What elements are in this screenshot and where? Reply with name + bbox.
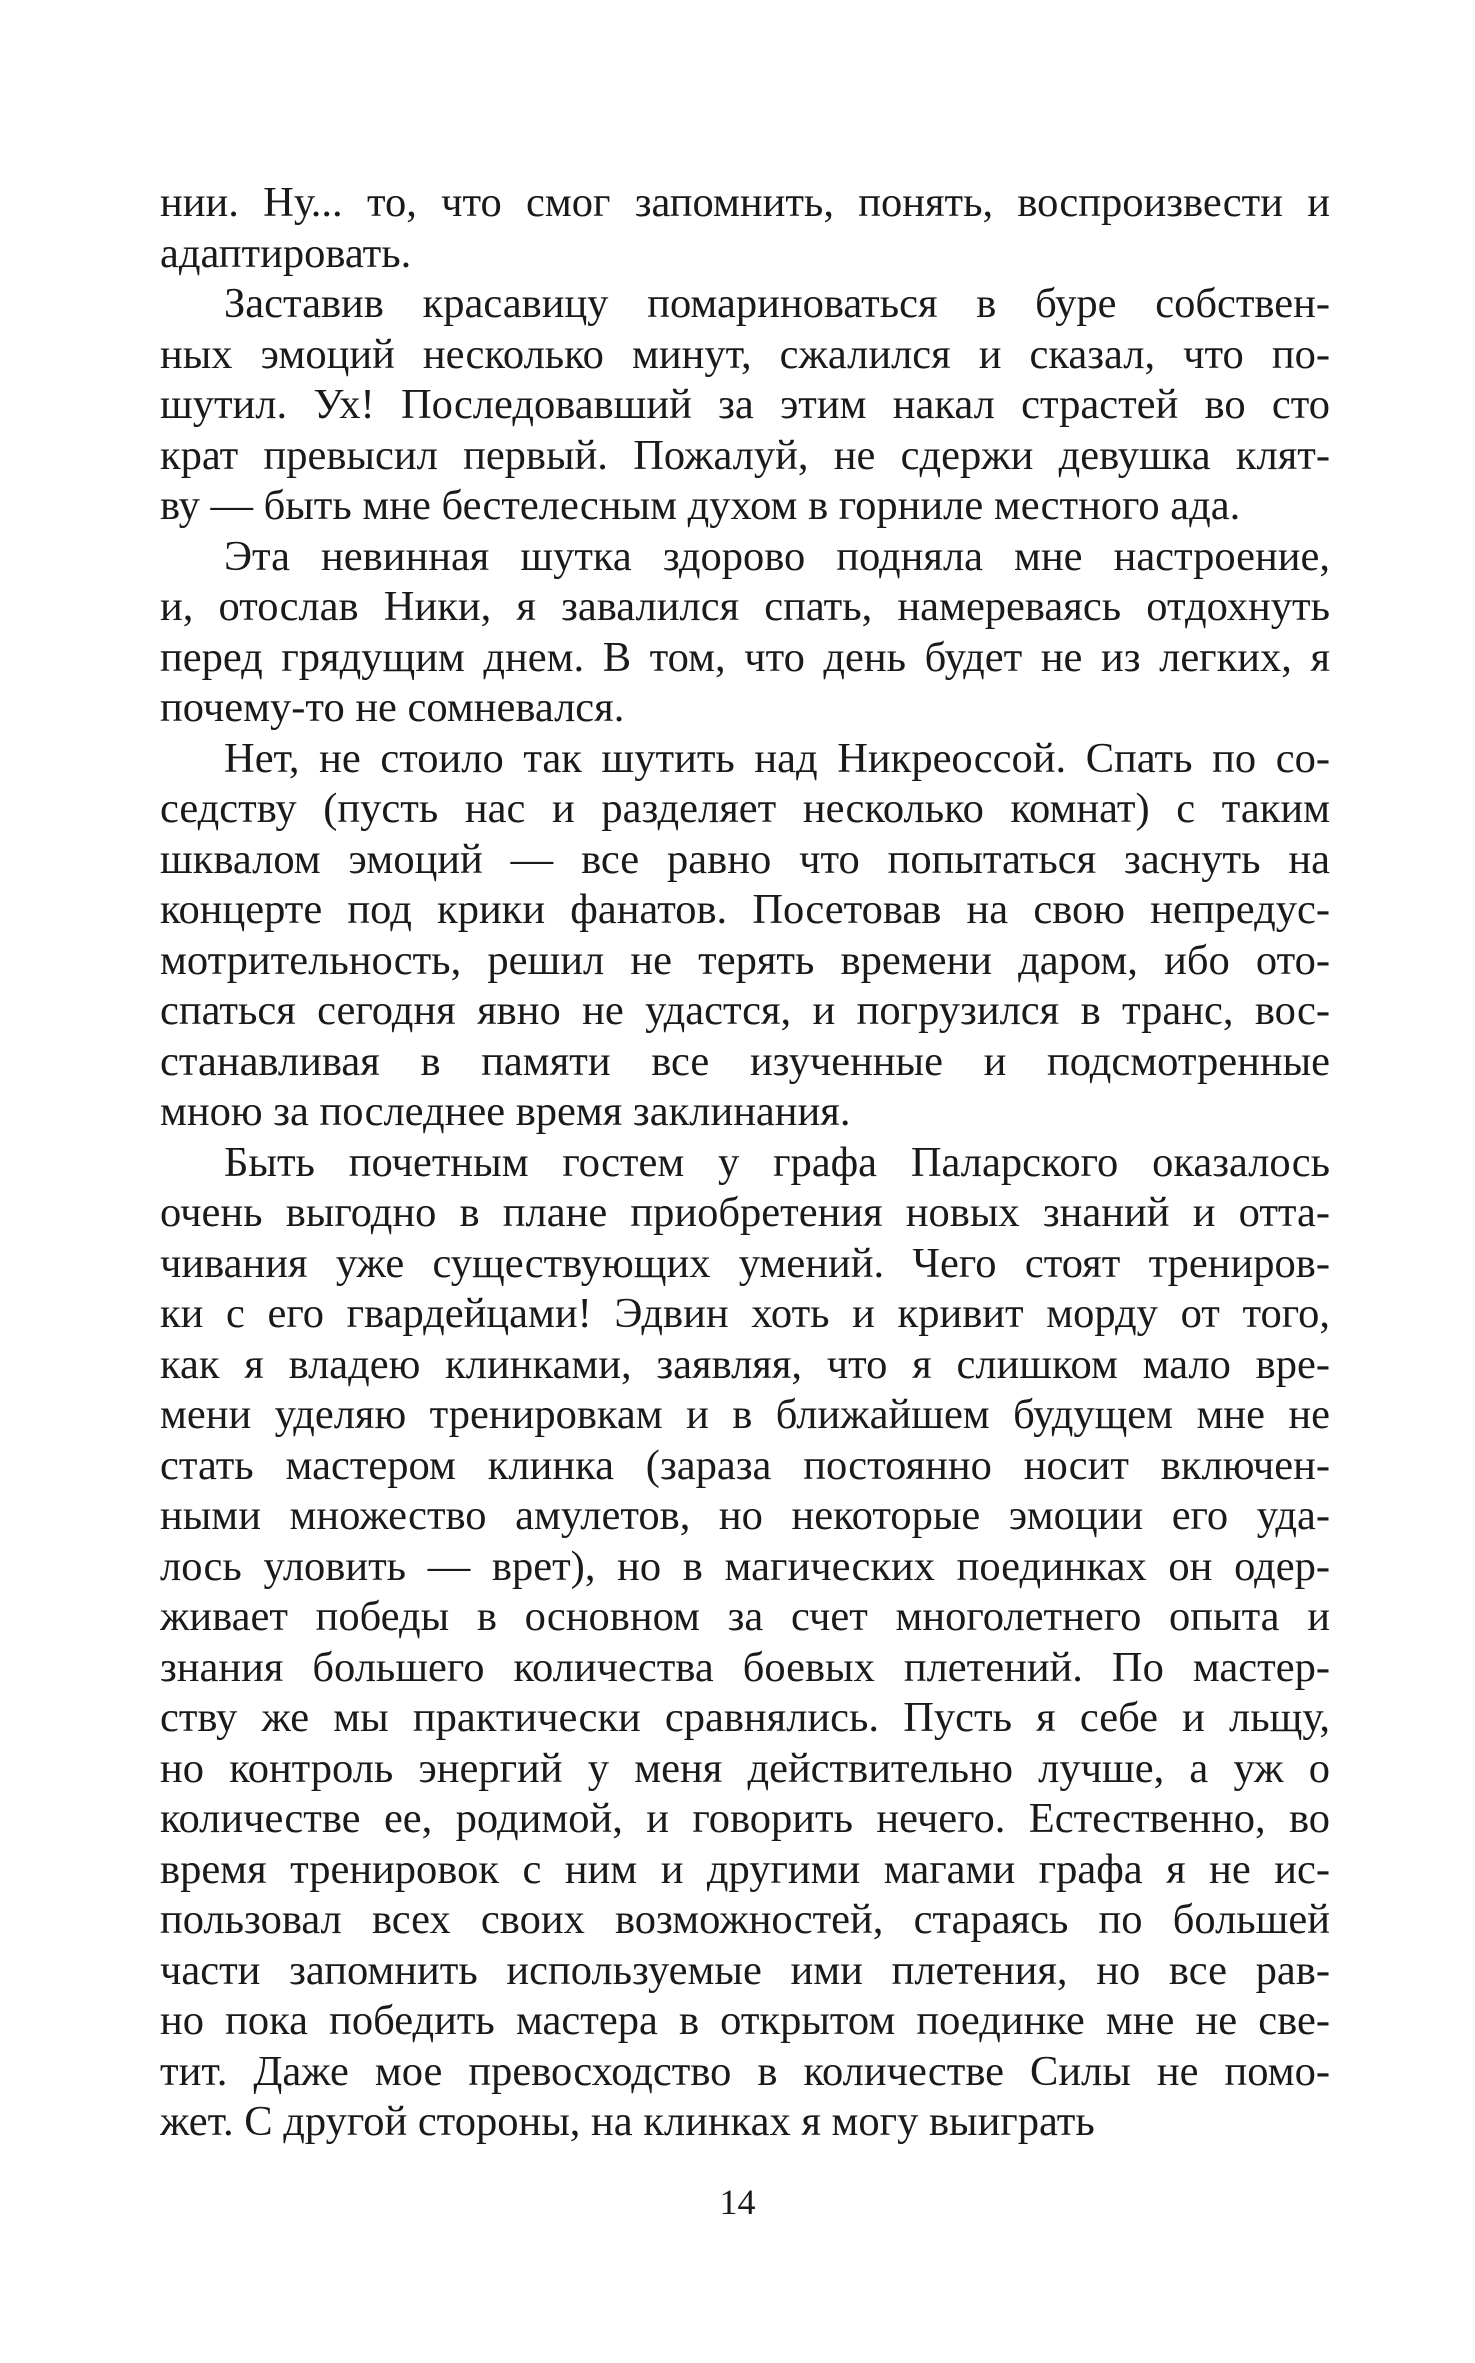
text-line: нии. Ну... то, что смог запомнить, понять, воспроизвести и <box>160 179 1330 226</box>
paragraph <box>160 734 1330 1138</box>
paragraph <box>160 1138 1330 2148</box>
text-line: ву — быть мне бестелесным духом в горниле местного ада. <box>160 482 1241 529</box>
text-line: количестве ее, родимой, и говорить нечего. Естественно, во <box>160 1795 1330 1842</box>
text-line: части запомнить используемые ими плетения, но все рав- <box>160 1946 1330 1994</box>
text-line: но контроль энергий у меня действительно лучше, а уж о <box>160 1744 1330 1792</box>
text-line: как я владею клинками, заявляя, что я слишком мало вре- <box>160 1340 1330 1388</box>
text-line: и, отослав Ники, я завалился спать, намереваясь отдохнуть <box>160 583 1330 630</box>
text-line: тит. Даже мое превосходство в количестве Силы не помо- <box>160 2047 1330 2095</box>
text-line: крат превысил первый. Пожалуй, не сдержи девушка клят- <box>160 431 1330 479</box>
text-line: Нет, не стоило так шутить над Никреоссой. Спать по со- <box>224 734 1330 782</box>
text-line: шутил. Ух! Последовавший за этим накал страстей во сто <box>160 381 1330 428</box>
text-line: жет. С другой стороны, на клинках я могу выиграть <box>160 2098 1095 2145</box>
paragraph <box>160 178 1330 279</box>
text-line: Заставив красавицу помариноваться в буре собствен- <box>224 280 1330 327</box>
text-line: седству (пусть нас и разделяет несколько комнат) с таким <box>160 785 1330 832</box>
text-line: спаться сегодня явно не удастся, и погрузился в транс, вос- <box>160 987 1330 1034</box>
text-line: перед грядущим днем. В том, что день будет не из легких, я <box>160 633 1330 681</box>
text-line: время тренировок с ним и другими магами графа я не ис- <box>160 1845 1330 1893</box>
text-line: Быть почетным гостем у графа Паларского оказалось <box>224 1138 1330 1186</box>
paragraph <box>160 532 1330 734</box>
text-line: стать мастером клинка (зараза постоянно носит включен- <box>160 1441 1330 1489</box>
paragraph <box>160 279 1330 532</box>
text-line: живает победы в основном за счет многолетнего опыта и <box>160 1593 1330 1640</box>
text-line: концерте под крики фанатов. Посетовав на свою непредус- <box>160 886 1330 933</box>
text-line: мени уделяю тренировкам и в ближайшем будущем мне не <box>160 1391 1330 1438</box>
text-line: мною за последнее время заклинания. <box>160 1088 851 1135</box>
text-line: шквалом эмоций — все равно что попытаться заснуть на <box>160 835 1330 883</box>
page-number: 14 <box>719 2182 756 2222</box>
text-line: ных эмоций несколько минут, сжалился и сказал, что по- <box>160 330 1330 378</box>
text-line: Эта невинная шутка здорово подняла мне настроение, <box>224 532 1330 580</box>
text-line: мотрительность, решил не терять времени даром, ибо ото- <box>160 936 1330 984</box>
text-line: очень выгодно в плане приобретения новых знаний и отта- <box>160 1189 1330 1236</box>
body-text <box>160 178 1330 2148</box>
text-line: лось уловить — врет), но в магических поединках он одер- <box>160 1542 1330 1590</box>
text-line: станавливая в памяти все изученные и подсмотренные <box>160 1037 1330 1085</box>
text-line: но пока победить мастера в открытом поединке мне не све- <box>160 1997 1330 2044</box>
text-line: ству же мы практически сравнялись. Пусть я себе и льщу, <box>160 1694 1330 1741</box>
text-line: знания большего количества боевых плетений. По мастер- <box>160 1643 1330 1691</box>
text-line: пользовал всех своих возможностей, стараясь по большей <box>160 1896 1330 1943</box>
text-line: почему-то не сомневался. <box>160 684 625 731</box>
text-line: ными множество амулетов, но некоторые эмоции его уда- <box>160 1492 1330 1539</box>
text-line: адаптировать. <box>160 229 412 277</box>
text-line: ки с его гвардейцами! Эдвин хоть и кривит морду от того, <box>160 1290 1330 1337</box>
text-line: чивания уже существующих умений. Чего стоят трениров- <box>160 1239 1330 1287</box>
